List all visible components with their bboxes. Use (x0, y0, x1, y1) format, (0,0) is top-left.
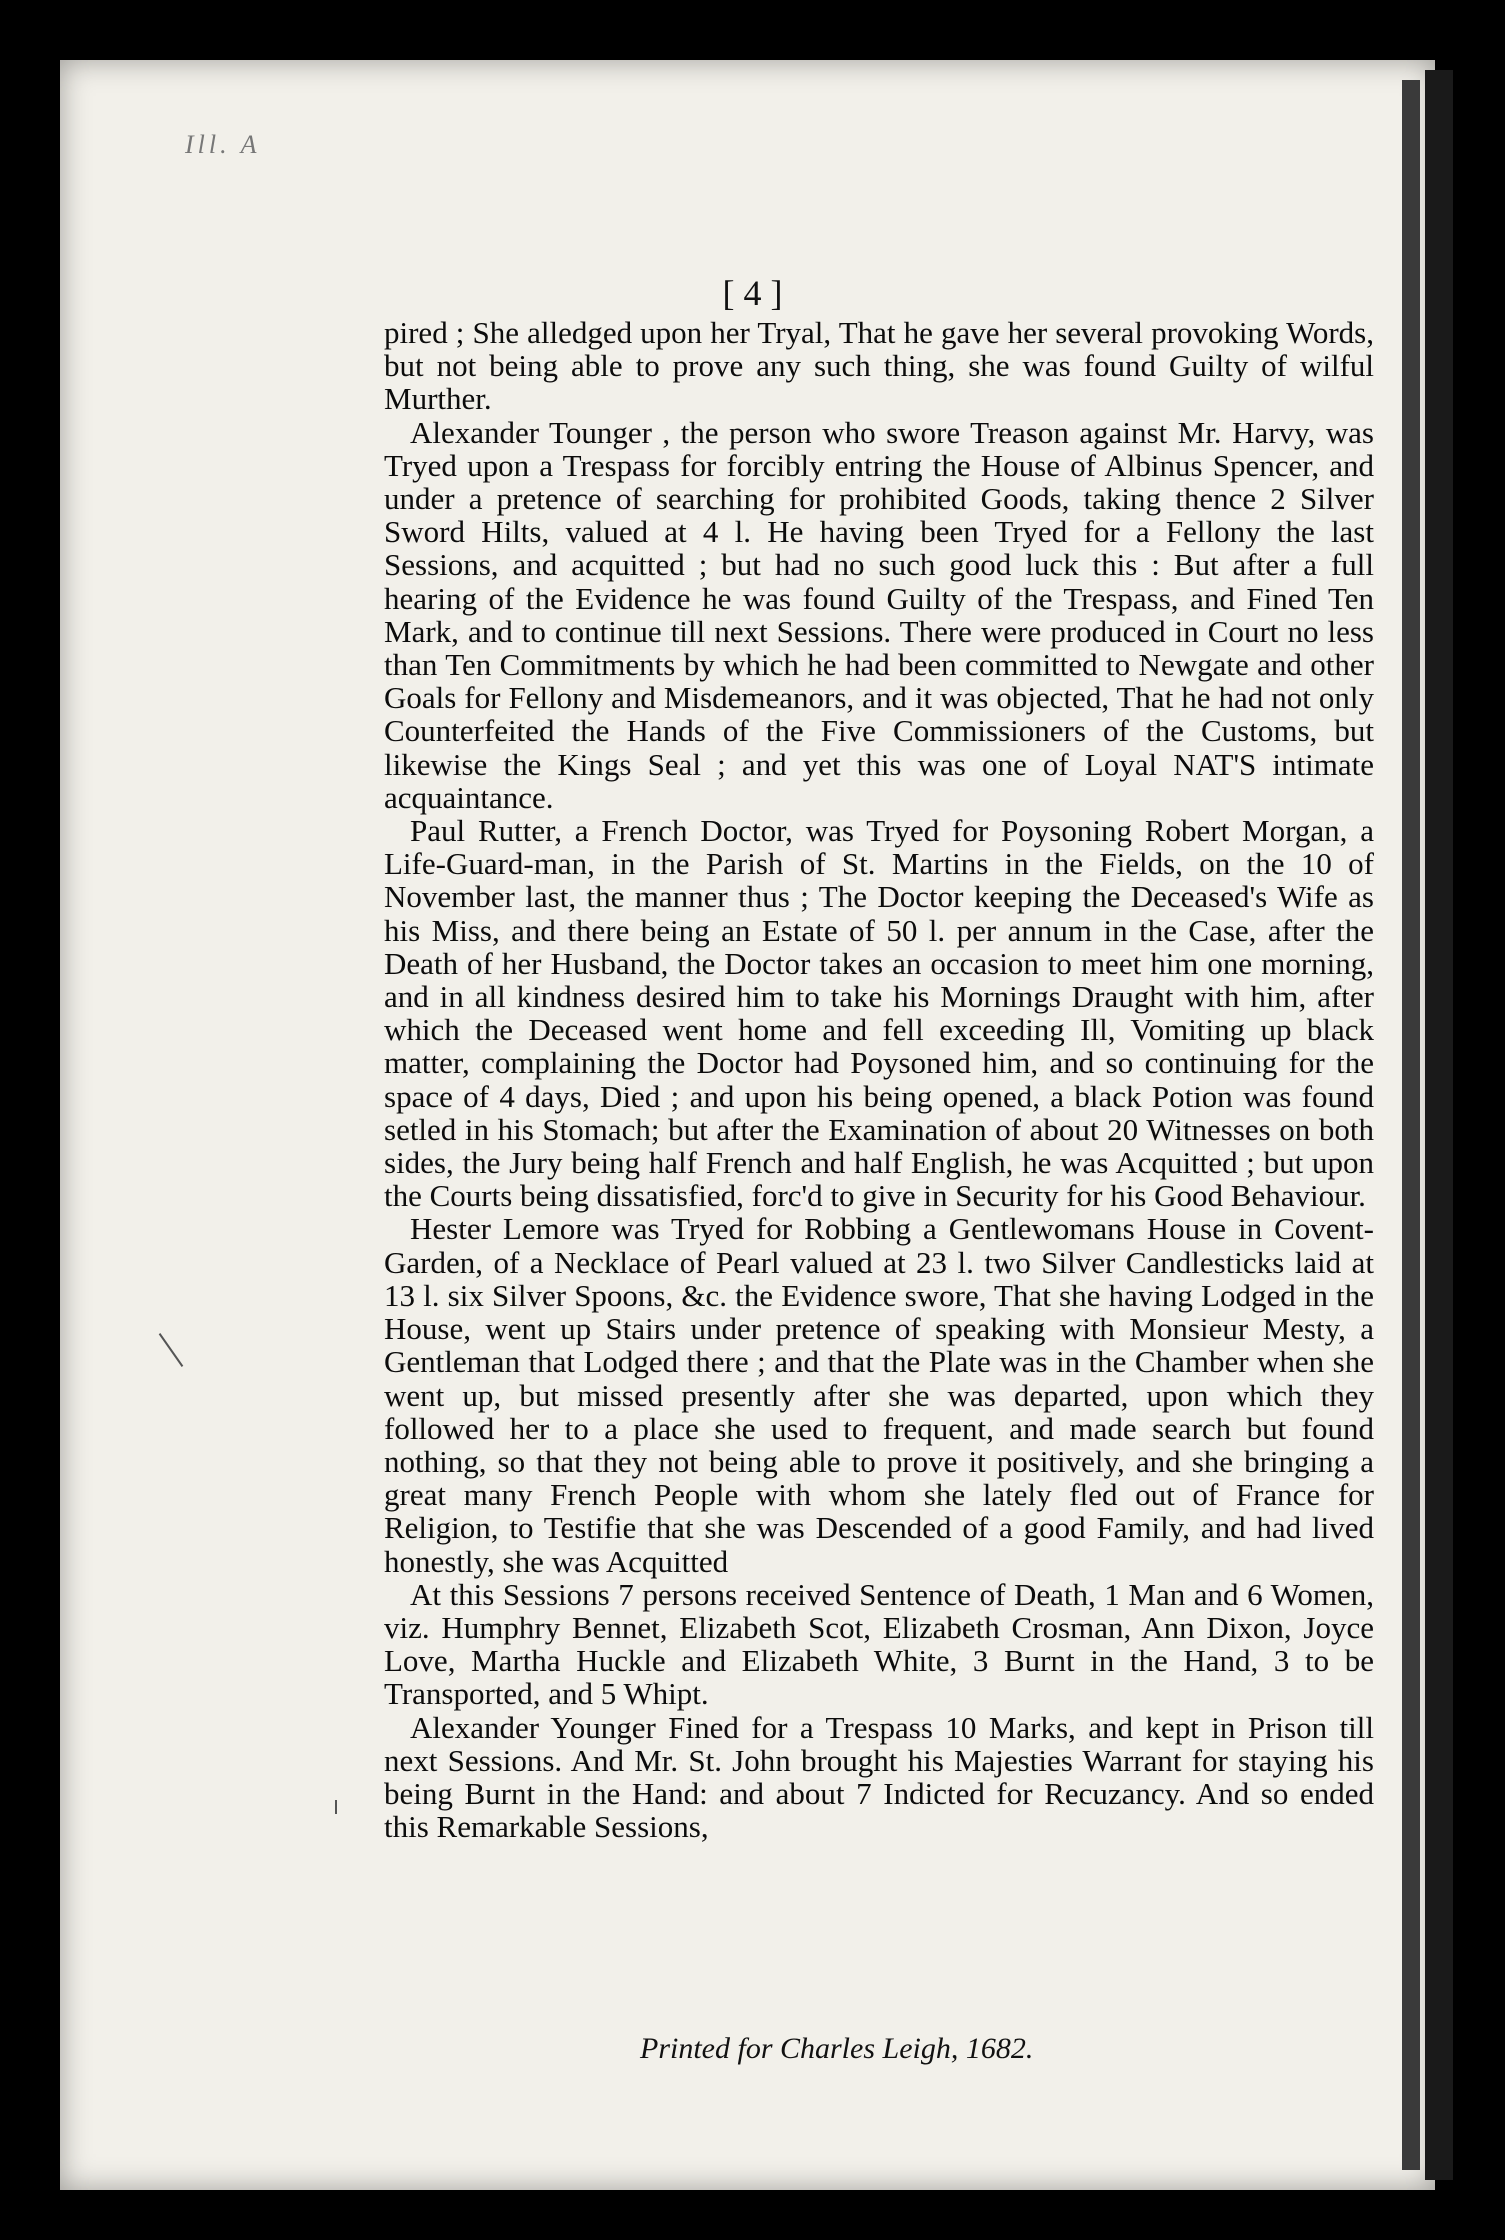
paragraph-1: pired ; She alledged upon her Tryal, That he gave her several provoking Words, but not being able to prove any such thing, she was found Guilty of wilful Murther. (384, 315, 1374, 417)
body-text (384, 316, 1374, 1843)
margin-note: Ill. A (185, 130, 261, 159)
scan-mark (335, 1800, 337, 1814)
page-spine-shadow (1402, 80, 1420, 2170)
paragraph-6: Alexander Younger Fined for a Trespass 10 Marks, and kept in Prison till next Sessions. And Mr. St. John brought his Majesties Warrant for staying his being Burnt in the Hand: and about 7 Indicted for Recuzancy. And so ended this Remarkable Sessions, (384, 1709, 1374, 1845)
paragraph-2: Alexander Tounger , the person who swore Treason against Mr. Harvy, was Tryed upon a Trespass for forcibly entring the House of Albinus Spencer, and under a pretence of searching for prohibited Goods, taking thence 2 Silver Sword Hilts, valued at 4 l. He having been Tryed for a Fellony the last Sessions, and acquitted ; but had no such good luck this : But after a full hearing of the Evidence he was found Guilty of the Trespass, and Fined Ten Mark, and to continue till next Sessions. There were produced in Court no less than Ten Commitments by which he had been committed to Newgate and other Goals for Fellony and Misdemeanors, and it was objected, That he had not only Counterfeited the Hands of the Five Commissioners of the Customs, but likewise the Kings Seal ; and yet this was one of Loyal NAT'S intimate acquaintance. (384, 414, 1374, 815)
paragraph-3: Paul Rutter, a French Doctor, was Tryed for Poysoning Robert Morgan, a Life-Guard-man, in the Parish of St. Martins in the Fields, on the 10 of November last, the manner thus ; The Doctor keeping the Deceased's Wife as his Miss, and there being an Estate of 50 l. per annum in the Case, after the Death of her Husband, the Doctor takes an occasion to meet him one morning, and in all kindness desired him to take his Mornings Draught with him, after which the Deceased went home and fell exceeding Ill, Vomiting up black matter, complaining the Doctor had Poysoned him, and so continuing for the space of 4 days, Died ; and upon his being opened, a black Potion was found setled in his Stomach; but after the Examination of about 20 Witnesses on both sides, the Jury being half French and half English, he was Acquitted ; but upon the Courts being dissatisfied, forc'd to give in Security for his Good Behaviour. (384, 813, 1374, 1214)
imprint: Printed for Charles Leigh, 1682. (640, 2032, 1034, 2065)
page-edge (1425, 70, 1453, 2180)
paragraph-4: Hester Lemore was Tryed for Robbing a Gentlewomans House in Covent-Garden, of a Necklace of Pearl valued at 23 l. two Silver Candlesticks laid at 13 l. six Silver Spoons, &c. the Evidence swore, That she having Lodged in the House, went up Stairs under pretence of speaking with Monsieur Mesty, a Gentleman that Lodged there ; and that the Plate was in the Chamber when she went up, but missed presently after she was departed, upon which they followed her to a place she used to frequent, and made search but found nothing, so that they not being able to prove it positively, and she bringing a great many French People with whom she lately fled out of France for Religion, to Testifie that she was Descended of a good Family, and had lived honestly, she was Acquitted (384, 1211, 1374, 1579)
page-number: [ 4 ] (722, 273, 783, 313)
paragraph-5: At this Sessions 7 persons received Sentence of Death, 1 Man and 6 Women, viz. Humphry Bennet, Elizabeth Scot, Elizabeth Crosman, Ann Dixon, Joyce Love, Martha Huckle and Elizabeth White, 3 Burnt in the Hand, 3 to be Transported, and 5 Whipt. (384, 1576, 1374, 1712)
